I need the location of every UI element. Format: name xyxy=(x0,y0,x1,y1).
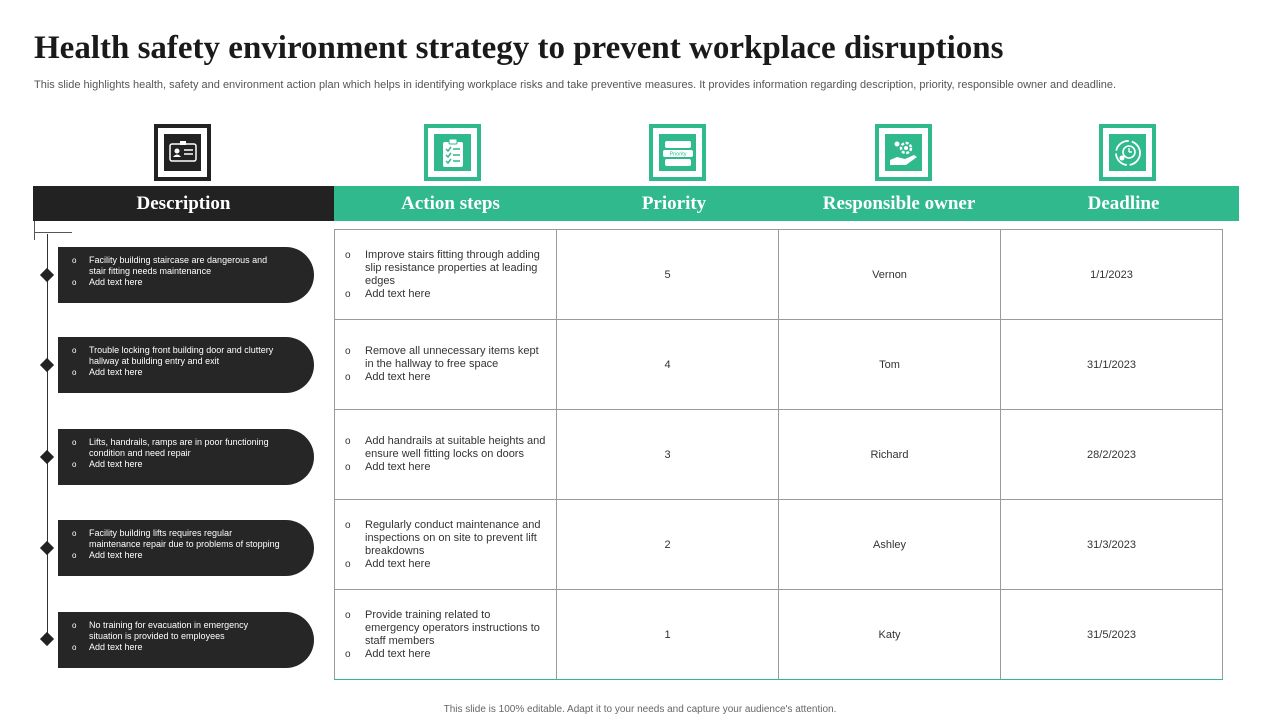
priority-cell: 4 xyxy=(557,320,779,410)
deadline-cell: 31/1/2023 xyxy=(1001,320,1223,410)
hand-gear-icon xyxy=(875,124,932,181)
action-step-text: o Regularly conduct maintenance and inspections on on site to prevent lift breakdowns xyxy=(345,519,546,558)
deadline-cell: 31/3/2023 xyxy=(1001,500,1223,590)
table-row xyxy=(335,230,1223,320)
page-subtitle: This slide highlights health, safety and environment action plan which helps in identifying workplace risks and take preventive measures. It provides information regarding description, priority, responsible owner and deadline. xyxy=(34,79,1117,91)
owner-cell: Tom xyxy=(779,320,1001,410)
priority-cell: 5 xyxy=(557,230,779,320)
action-steps-cell xyxy=(335,590,557,680)
description-text: o Lifts, handrails, ramps are in poor functioning condition and need repair xyxy=(72,437,284,459)
description-item xyxy=(58,520,314,576)
owner-cell: Ashley xyxy=(779,500,1001,590)
table-row xyxy=(335,590,1223,680)
header-priority: Priority xyxy=(567,186,781,221)
description-item xyxy=(58,247,314,303)
description-text: o Facility building lifts requires regular maintenance repair due to problems of stopping xyxy=(72,528,284,550)
timeline-line xyxy=(47,234,48,639)
table-row xyxy=(335,320,1223,410)
owner-cell: Katy xyxy=(779,590,1001,680)
action-steps-cell xyxy=(335,230,557,320)
action-step-text: o Add text here xyxy=(345,371,546,384)
owner-cell: Richard xyxy=(779,410,1001,500)
id-card-icon xyxy=(154,124,211,181)
description-text: o Add text here xyxy=(72,550,284,561)
description-text: o Trouble locking front building door and cluttery hallway at building entry and exit xyxy=(72,345,284,367)
table-header xyxy=(33,186,1230,221)
description-text: o No training for evacuation in emergency situation is provided to employees xyxy=(72,620,284,642)
timeline-marker xyxy=(40,358,54,372)
priority-cell: 2 xyxy=(557,500,779,590)
action-steps-cell xyxy=(335,410,557,500)
timeline-connector-bracket xyxy=(34,232,72,240)
header-description: Description xyxy=(33,186,334,221)
timeline-marker xyxy=(40,268,54,282)
description-text: o Add text here xyxy=(72,642,284,653)
priority-cell: 1 xyxy=(557,590,779,680)
action-step-text: o Add text here xyxy=(345,558,546,571)
description-text: o Add text here xyxy=(72,367,284,378)
priority-icon xyxy=(649,124,706,181)
priority-cell: 3 xyxy=(557,410,779,500)
header-action-steps: Action steps xyxy=(334,186,567,221)
clipboard-checklist-icon xyxy=(424,124,481,181)
action-step-text: o Remove all unnecessary items kept in the hallway to free space xyxy=(345,345,546,371)
deadline-cell: 1/1/2023 xyxy=(1001,230,1223,320)
action-steps-cell xyxy=(335,320,557,410)
action-step-text: o Add text here xyxy=(345,461,546,474)
action-plan-table xyxy=(334,229,1223,680)
header-responsible-owner: Responsible owner xyxy=(781,186,1017,221)
action-step-text: o Add handrails at suitable heights and ensure well fitting locks on doors xyxy=(345,435,546,461)
description-item xyxy=(58,612,314,668)
action-steps-cell xyxy=(335,500,557,590)
deadline-cell: 28/2/2023 xyxy=(1001,410,1223,500)
description-item xyxy=(58,429,314,485)
table-row xyxy=(335,500,1223,590)
description-text: o Facility building staircase are dangerous and stair fitting needs maintenance xyxy=(72,255,284,277)
priority-icon-label: Priority xyxy=(668,151,687,157)
action-step-text: o Provide training related to emergency operators instructions to staff members xyxy=(345,609,546,648)
action-step-text: o Add text here xyxy=(345,288,546,301)
description-text: o Add text here xyxy=(72,277,284,288)
header-deadline: Deadline xyxy=(1017,186,1230,221)
action-step-text: o Improve stairs fitting through adding slip resistance properties at leading edges xyxy=(345,249,546,288)
description-item xyxy=(58,337,314,393)
footer-note: This slide is 100% editable. Adapt it to your needs and capture your audience's attention. xyxy=(443,704,837,715)
owner-cell: Vernon xyxy=(779,230,1001,320)
timeline-marker xyxy=(40,632,54,646)
description-text: o Add text here xyxy=(72,459,284,470)
table-row xyxy=(335,410,1223,500)
timeline-marker xyxy=(40,450,54,464)
deadline-cell: 31/5/2023 xyxy=(1001,590,1223,680)
timeline-marker xyxy=(40,541,54,555)
clock-cycle-icon xyxy=(1099,124,1156,181)
action-step-text: o Add text here xyxy=(345,648,546,661)
page-title: Health safety environment strategy to prevent workplace disruptions xyxy=(34,30,1004,66)
